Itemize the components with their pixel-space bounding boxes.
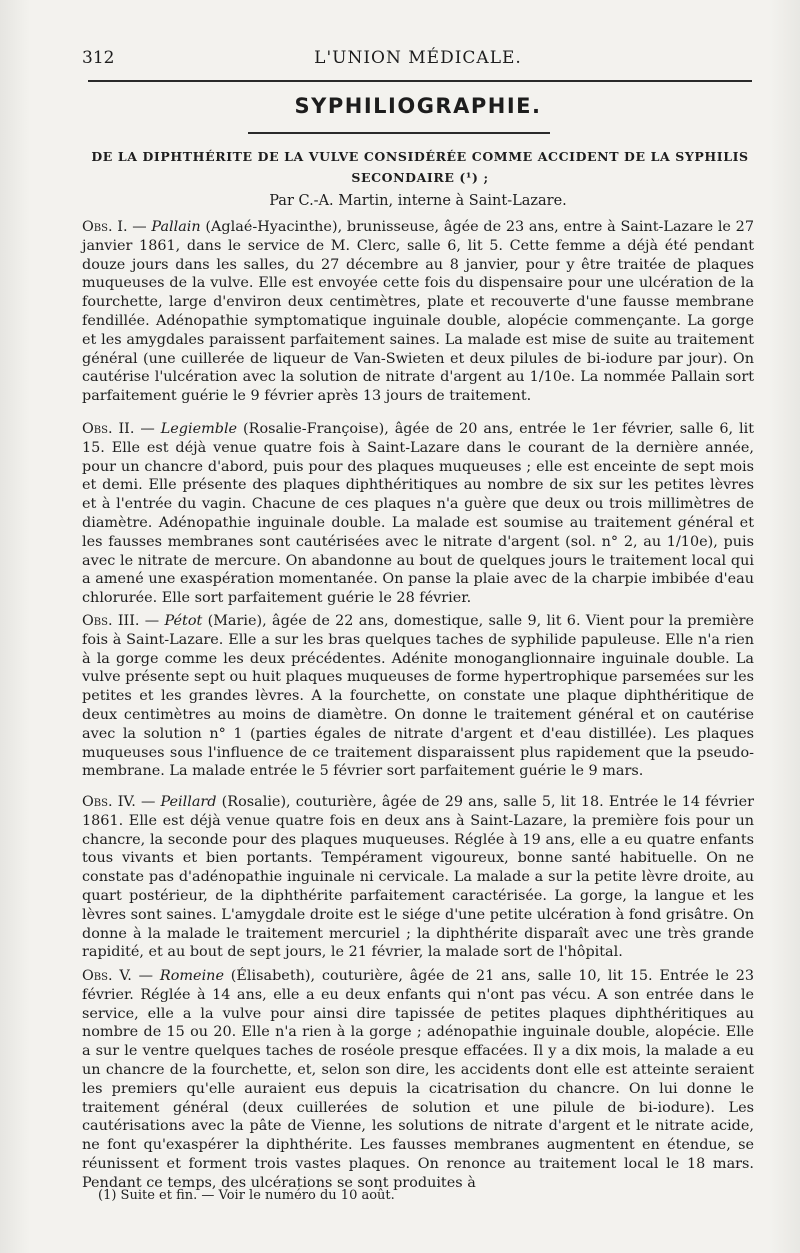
observation-label: Obs. IV. — [82, 794, 161, 810]
observation-text: (Élisabeth), couturière, âgée de 21 ans, salle 10, lit 15. Entrée le 23 février. Réglée à 14 ans, elle a eu deux enfants qui n'ont pas vécu. A son entrée dans le service, elle a la vulve pour ainsi dire tapissée de petites plaques diphthéritiques au nombre de 15 ou 20. Elle n'a rien à la gorge ; adénopathie inguinale double, alopécie. Elle a sur le ventre quelques taches de roséole presque effacées. Il y a dix mois, la malade a eu un chancre de la fourchette, et, selon son dire, les accidents dont elle est atteinte seraient les premiers qu'elle auraient eus depuis la cicatrisation du chancre. On lui donne le traitement général (deux cuillerées de solution et une pilule de bi-iodure). Les cautérisations avec la pâte de Vienne, les solutions de nitrate d'argent et le nitrate acide, ne font qu'exaspérer la diphthérite. Les fausses membranes augmentent en étendue, se réunissent et forment trois vastes plaques. On renonce au traitement local le 18 mars. Pendant ce temps, des ulcérations se sont produites à [82, 968, 755, 1191]
article-title: DE LA DIPHTHÉRITE DE LA VULVE CONSIDÉRÉE COMME ACCIDENT DE LA SYPHILIS SECONDAIRE (¹) ; [91, 149, 749, 185]
observation-label: Obs. II. — [82, 421, 161, 437]
patient-name: Romeine [159, 968, 224, 984]
observation-3 [82, 612, 754, 781]
observation-2 [82, 420, 754, 608]
observation-text: (Rosalie), couturière, âgée de 29 ans, salle 5, lit 18. Entrée le 14 février 1861. Elle est déjà venue quatre fois en deux ans à Saint-Lazare, la première fois pour un chancre, la seconde pour des plaques muqueuses. Réglée à 19 ans, elle a eu quatre enfants tous vivants et bien portants. Tempérament vigoureux, bonne santé habituelle. On ne constate pas d'adénopathie inguinale ni cervicale. La malade a sur la petite lèvre droite, au quart postérieur, de la diphthérite parfaitement caractérisée. La gorge, la langue et les lèvres sont saines. L'amygdale droite est le siége d'une petite ulcération à fond grisâtre. On donne à la malade le traitement mercuriel ; la diphthérite disparaît avec une très grande rapidité, et au bout de sept jours, le 21 février, la malade sort de l'hôpital. [82, 794, 754, 961]
observation-label: Obs. I. — [82, 219, 152, 235]
patient-name: Pétot [164, 613, 203, 629]
observation-5 [82, 967, 754, 1193]
patient-name: Pallain [151, 219, 201, 235]
observation-4 [82, 793, 754, 962]
observation-label: Obs. V. — [82, 968, 160, 984]
running-header [82, 44, 754, 74]
header-rule [88, 80, 752, 82]
observation-1 [82, 218, 754, 406]
patient-name: Legiemble [160, 421, 238, 437]
article-byline: Par C.-A. Martin, interne à Saint-Lazare. [269, 193, 567, 209]
observation-text: (Marie), âgée de 22 ans, domestique, salle 9, lit 6. Vient pour la première fois à Saint-Lazare. Elle a sur les bras quelques taches de syphilide papuleuse. Elle n'a rien à la gorge comme les deux précédentes. Adénite monoganglionnaire inguinale double. La vulve présente sept ou huit plaques muqueuses de forme hypertrophique parsemées sur les petites et les grandes lèvres. A la fourchette, on constate une plaque diphthéritique de deux centimètres au moins de diamètre. On donne le traitement général et on cautérise avec la solution n° 1 (parties égales de nitrate d'argent et d'eau distillée). Les plaques muqueuses sous l'influence de ce traitement disparaissent plus rapidement que la pseudo-membrane. La malade entrée le 5 février sort parfaitement guérie le 9 mars. [82, 613, 754, 780]
page-number: 312 [82, 48, 115, 68]
journal-title: L'UNION MÉDICALE. [314, 48, 522, 68]
observation-text: (Aglaé-Hyacinthe), brunisseuse, âgée de 23 ans, entre à Saint-Lazare le 27 janvier 1861, dans le service de M. Clerc, salle 6, lit 5. Cette femme a déjà été pendant douze jours dans les salles, du 27 décembre au 8 janvier, pour y être traitée de plaques muqueuses de la vulve. Elle est envoyée cette fois du dispensaire pour une ulcération de la fourchette, large d'environ deux centimètres, plate et recouverte d'une fausse membrane fendillée. Adénopathie symptomatique inguinale double, alopécie commençante. La gorge et les amygdales paraissent parfaitement saines. La malade est mise de suite au traitement général (une cuillerée de liqueur de Van-Swieten et deux pilules de bi-iodure par jour). On cautérise l'ulcération avec la solution de nitrate d'argent au 1/10e. La nommée Pallain sort parfaitement guérie le 9 février après 13 jours de traitement. [82, 219, 754, 405]
section-title: SYPHILIOGRAPHIE. [294, 94, 542, 118]
footnote: (1) Suite et fin. — Voir le numéro du 10 août. [98, 1188, 395, 1203]
observation-text: (Rosalie-Françoise), âgée de 20 ans, entrée le 1er février, salle 6, lit 15. Elle est déjà venue quatre fois à Saint-Lazare dans le courant de la dernière année, pour un chancre d'abord, puis pour des plaques muqueuses ; elle est enceinte de sept mois et demi. Elle présente des plaques diphthéritiques au nombre de six sur les petites lèvres et à l'entrée du vagin. Chacune de ces plaques n'a guère que deux ou trois millimètres de diamètre. Adénopathie inguinale double. La malade est soumise au traitement général et les fausses membranes sont cautérisées avec le nitrate d'argent (sol. n° 2, au 1/10e), puis avec le nitrate de mercure. On abandonne au bout de quelques jours le traitement local qui a amené une exaspération momentanée. On panse la plaie avec de la charpie imbibée d'eau chlorurée. Elle sort parfaitement guérie le 28 février. [82, 421, 755, 607]
section-divider [248, 132, 550, 134]
observation-label: Obs. III. — [82, 613, 165, 629]
patient-name: Peillard [160, 794, 217, 810]
